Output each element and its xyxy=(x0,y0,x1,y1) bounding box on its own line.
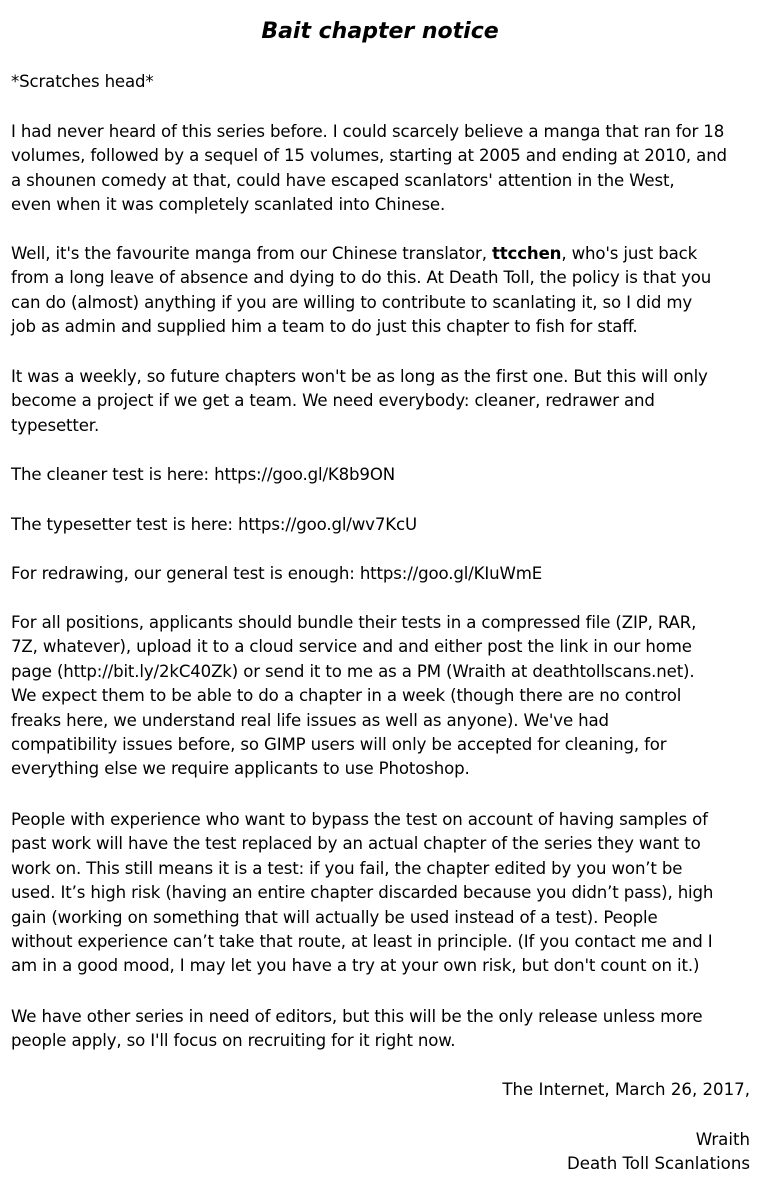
text-line: even when it was completely scanlated into Chinese. xyxy=(11,195,446,215)
paragraph-translator xyxy=(11,242,753,340)
paragraph-team-needed xyxy=(11,365,753,438)
text-line: people apply, so I'll focus on recruiting for it right now. xyxy=(11,1031,456,1051)
text-line: compatibility issues before, so GIMP users will only be accepted for cleaning, for xyxy=(11,735,667,755)
text-line: page (http://bit.ly/2kC40Zk) or send it to me as a PM (Wraith at deathtollscans.net). xyxy=(11,661,695,681)
text-line: without experience can’t take that route, at least in principle. (If you contact me and I xyxy=(11,932,713,952)
intro-line: *Scratches head* xyxy=(11,72,154,91)
redrawing-test-line: For redrawing, our general test is enough: https://goo.gl/KIuWmE xyxy=(11,564,543,583)
text-line: For all positions, applicants should bundle their tests in a compressed file (ZIP, RAR, xyxy=(11,613,697,632)
text-line: volumes, followed by a sequel of 15 volumes, starting at 2005 and ending at 2010, and xyxy=(11,146,727,166)
text-line: can do (almost) anything if you are willing to contribute to scanlating it, so I did my xyxy=(11,292,693,312)
typesetter-test-line: The typesetter test is here: https://goo.gl/wv7KcU xyxy=(11,515,417,534)
text-line: We expect them to be able to do a chapter in a week (though there are no control xyxy=(11,686,682,706)
text-line: job as admin and supplied him a team to do just this chapter to fish for staff. xyxy=(11,317,638,337)
text-line: from a long leave of absence and dying to do this. At Death Toll, the policy is that you xyxy=(11,268,712,288)
text-line: gain (working on something that will actually be used instead of a test). People xyxy=(11,907,658,927)
text-line: used. It’s high risk (having an entire chapter discarded because you didn’t pass), high xyxy=(11,883,714,903)
paragraph-experience xyxy=(11,808,753,979)
paragraph-series-intro xyxy=(11,120,753,218)
signature-name: Wraith xyxy=(695,1130,750,1149)
text-line: It was a weekly, so future chapters won't be as long as the first one. But this will only xyxy=(11,367,708,386)
text-line: freaks here, we understand real life issues as well as anyone). We've had xyxy=(11,710,609,730)
text-line: People with experience who want to bypass the test on account of having samples of xyxy=(11,810,708,829)
text-line: I had never heard of this series before. I could scarcely believe a manga that ran for 18 xyxy=(11,122,725,141)
text-line xyxy=(11,242,753,266)
page-title: Bait chapter notice xyxy=(261,19,499,44)
text-fragment: Well, it's the favourite manga from our Chinese translator, xyxy=(11,244,492,263)
text-line: work on. This still means it is a test: if you fail, the chapter edited by you won’t be xyxy=(11,858,683,878)
text-line: typesetter. xyxy=(11,415,100,435)
text-fragment: , who's just back xyxy=(561,244,698,263)
paragraph-applications xyxy=(11,611,753,782)
cleaner-test-line: The cleaner test is here: https://goo.gl/K8b9ON xyxy=(11,465,395,484)
text-line: a shounen comedy at that, could have escaped scanlators' attention in the West, xyxy=(11,170,675,190)
translator-name: ttcchen xyxy=(491,244,562,263)
text-line: We have other series in need of editors, but this will be the only release unless more xyxy=(11,1007,703,1026)
text-line: become a project if we get a team. We need everybody: cleaner, redrawer and xyxy=(11,391,655,411)
text-line: am in a good mood, I may let you have a try at your own risk, but don't count on it.) xyxy=(11,956,700,976)
signature-group: Death Toll Scanlations xyxy=(567,1154,750,1173)
paragraph-closing xyxy=(11,1005,753,1054)
dateline: The Internet, March 26, 2017, xyxy=(502,1080,750,1099)
text-line: 7Z, whatever), upload it to a cloud service and and either post the link in our home xyxy=(11,637,692,657)
text-line: past work will have the test replaced by an actual chapter of the series they want to xyxy=(11,834,701,854)
text-line: everything else we require applicants to use Photoshop. xyxy=(11,759,470,779)
